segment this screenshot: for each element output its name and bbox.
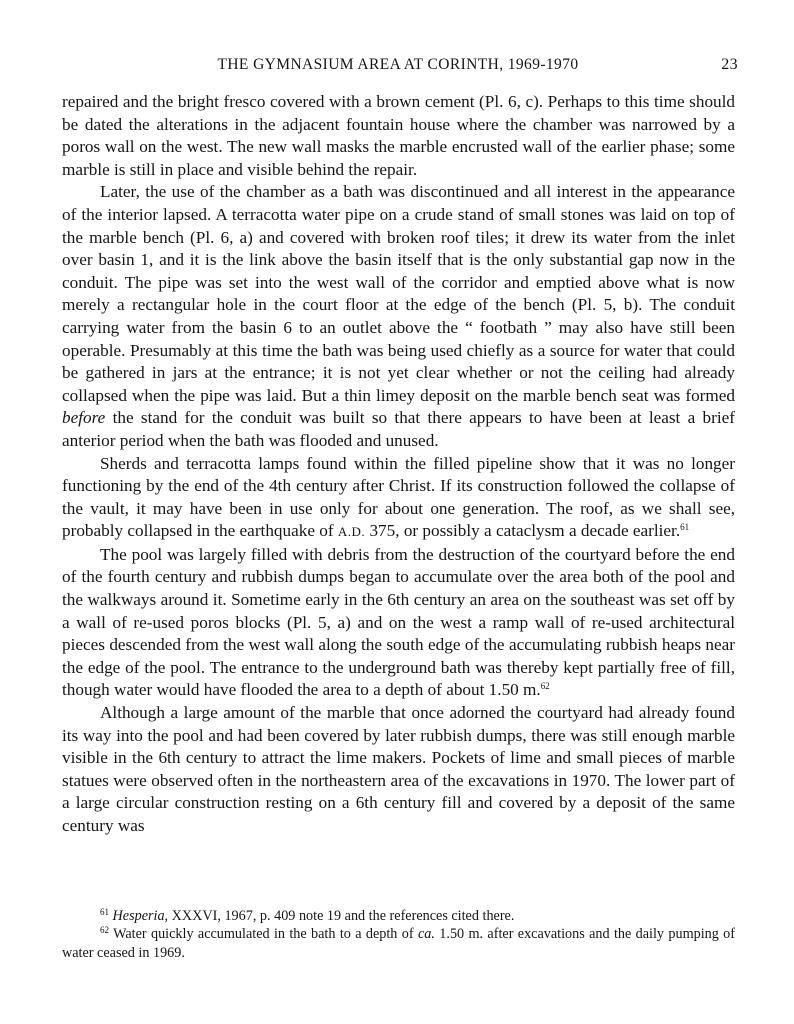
footnote-ref-62[interactable]: 62 (540, 681, 550, 692)
running-head (62, 56, 738, 80)
paragraph-2-italic: before (62, 408, 106, 428)
footnote-61 (62, 907, 735, 925)
footnote-62-text-a: Water quickly accumulated in the bath to a depth of (113, 926, 414, 943)
paragraph-4 (62, 544, 735, 702)
paragraph-1 (62, 91, 735, 181)
footnotes (62, 907, 735, 962)
footnote-62 (62, 925, 735, 962)
footnote-62-text-b: 1.50 m. after excavations and the daily pumping of water ceased in 1969. (62, 926, 736, 961)
running-title: THE GYMNASIUM AREA AT CORINTH, 1969-1970 (217, 56, 579, 73)
paragraph-4-text: The pool was largely filled with debris from the destruction of the courtyard before the end of the fourth century and rubbish dumps began to accumulate over the area both of the pool and the walkways around it. Sometime early in the 6th century an area on the southeast was set off by a wall of re-used poros blocks (Pl. 5, a) and on the west a ramp wall of re-used architectural pieces descended from the west wall along the south edge of the accumulating rubbish heaps near the edge of the pool. The entrance to the underground bath was thereby kept partially free of fill, though water would have flooded the area to a depth of about 1.50 m. (62, 544, 735, 700)
footnote-ref-61[interactable]: 61 (680, 522, 690, 533)
paragraph-1-text: repaired and the bright fresco covered with a brown cement (Pl. 6, c). Perhaps to this time should be dated the alterations in the adjacent fountain house where the chamber was narrowed by a poros wall on the west. The new wall masks the marble encrusted wall of the earlier phase; some marble is still in place and visible behind the repair. (62, 92, 735, 179)
paragraph-2 (62, 181, 735, 452)
footnote-61-italic: Hesperia, (112, 908, 169, 924)
footnote-62-italic: ca. (417, 926, 435, 943)
page-number: 23 (721, 56, 738, 73)
footnote-61-number: 61 (100, 907, 109, 917)
paragraph-2-text-b: the stand for the conduit was built so that there appears to have been at least a brief anterior period when the bath was flooded and unused. (62, 408, 735, 450)
paragraph-3-text-b: 375, or possibly a cataclysm a decade earlier. (369, 521, 681, 541)
paragraph-2-text-a: Later, the use of the chamber as a bath was discontinued and all interest in the appearance of the interior lapsed. A terracotta water pipe on a crude stand of small stones was laid on top of the marble bench (Pl. 6, a) and covered with broken roof tiles; it drew its water from the inlet over basin 1, and it is the link above the basin itself that is the only substantial gap now in the conduit. The pipe was set into the west wall of the corridor and emptied above what is now merely a rectangular hole in the court floor at the edge of the bench (Pl. 5, b). The conduit carrying water from the basin 6 to an outlet above the “ footbath ” may also have still been operable. Presumably at this time the bath was being used chiefly as a source for water that could be gathered in jars at the entrance; it is not yet clear whether or not the ceiling had already collapsed when the pipe was laid. But a thin limey deposit on the marble bench seat was formed (62, 182, 735, 405)
paragraph-3-smallcaps-ad: A.D. (337, 524, 366, 540)
paragraph-5-text: Although a large amount of the marble that once adorned the courtyard had already found its way into the pool and had been covered by later rubbish dumps, there was still enough marble visible in the 6th century to attract the lime makers. Pockets of lime and small pieces of marble statues were observed often in the northeastern area of the excavations in 1970. The lower part of a large circular construction resting on a 6th century fill and covered by a deposit of the same century was (62, 703, 735, 835)
paragraph-5 (62, 702, 735, 838)
footnote-61-text: XXXVI, 1967, p. 409 note 19 and the references cited there. (171, 908, 515, 924)
footnote-62-number: 62 (100, 925, 109, 936)
paragraph-3 (62, 453, 735, 544)
paragraph-3-text-a: Sherds and terracotta lamps found within the filled pipeline show that it was no longer functioning by the end of the 4th century after Christ. If its construction followed the collapse of the vault, it may have been in use only for about one generation. The roof, as we shall see, probably collapsed in the earthquake of (62, 453, 735, 541)
body-text (62, 91, 735, 838)
